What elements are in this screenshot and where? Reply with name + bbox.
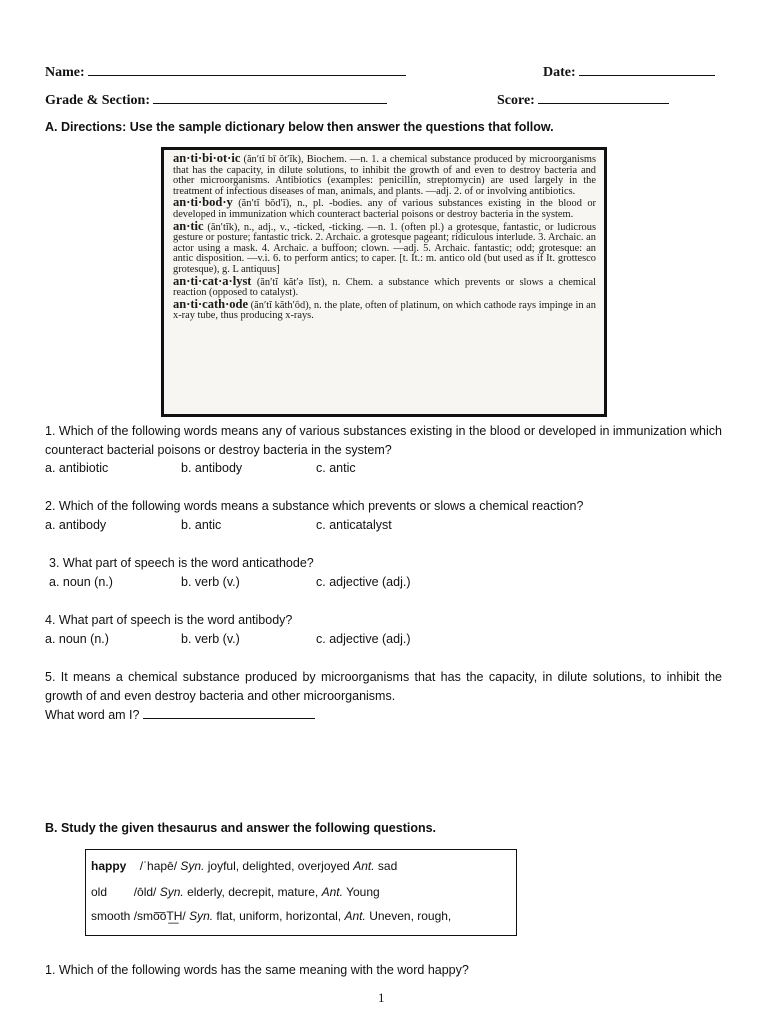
question-3-options xyxy=(49,573,722,592)
thesaurus-entry xyxy=(91,859,397,873)
dictionary-entry xyxy=(173,218,596,276)
antonym-label: Ant. xyxy=(321,885,343,899)
score-input-line[interactable] xyxy=(538,91,669,104)
option-b[interactable]: b. antic xyxy=(181,518,222,532)
entry-headword: an·ti·cath·ode xyxy=(173,296,249,311)
grade-section-input-line[interactable] xyxy=(153,91,387,104)
option-a[interactable]: a. antibiotic xyxy=(45,461,109,475)
question-5-answer xyxy=(45,706,315,725)
question-4-options xyxy=(45,630,722,649)
question-4: 4. What part of speech is the word antibody? xyxy=(45,613,293,627)
antonyms: Uneven, rough, xyxy=(369,909,452,923)
thesaurus-word: smooth xyxy=(91,909,131,923)
question-2: 2. Which of the following words means a substance which prevents or slows a chemical reaction? xyxy=(45,499,584,513)
thesaurus-word: happy xyxy=(91,859,127,873)
question-1: 1. Which of the following words means any of various substances existing in the blood or developed in immunization which counteract bacterial poisons or destroy bacteria in the system? xyxy=(45,424,722,457)
name-field xyxy=(45,63,406,81)
section-b-directions: B. Study the given thesaurus and answer the following questions. xyxy=(45,821,437,835)
entry-definition: (ăn′tĭ bī ŏt′ĭk), Biochem. —n. 1. a chemical substance produced by microorganisms that has the capacity, in dilute solutions, to inhibit the growth of and even to destroy bacteria and other microorganisms. Antibiotics (examples: penicillin, streptomycin) are used largely in the treatment of infectious diseases of man, animals, and plants. —adj. 2. of or involving antibiotics. xyxy=(173,154,596,197)
synonym-label: Syn. xyxy=(189,909,214,923)
question-2-options xyxy=(45,516,722,535)
answer-prompt: What word am I? xyxy=(45,708,140,722)
question-3: 3. What part of speech is the word anticathode? xyxy=(49,556,314,570)
dictionary-entry xyxy=(173,197,596,220)
date-input-line[interactable] xyxy=(579,63,715,76)
option-c[interactable]: c. adjective (adj.) xyxy=(316,575,411,589)
question-1-options xyxy=(45,459,722,478)
synonyms: flat, uniform, horizontal, xyxy=(216,909,342,923)
entry-headword: an·tic xyxy=(173,218,204,233)
date-label: Date: xyxy=(543,65,576,80)
section-b-question-1: 1. Which of the following words has the same meaning with the word happy? xyxy=(45,963,469,977)
grade-section-label: Grade & Section: xyxy=(45,93,150,108)
antonyms: Young xyxy=(346,885,380,899)
section-a-directions: A. Directions: Use the sample dictionary below then answer the questions that follow. xyxy=(45,120,554,134)
thesaurus-box xyxy=(85,849,517,936)
option-c[interactable]: c. adjective (adj.) xyxy=(316,632,411,646)
name-input-line[interactable] xyxy=(88,63,406,76)
entry-definition: (ăn′tĭ kăth′ōd), n. the plate, often of platinum, on which cathode rays impinge in an x-ray tube, thus producing x-rays. xyxy=(173,299,596,322)
option-a[interactable]: a. noun (n.) xyxy=(49,575,113,589)
thesaurus-pronunciation: /smo͞oT͟H/ xyxy=(133,909,186,923)
antonym-label: Ant. xyxy=(353,859,375,873)
option-c[interactable]: c. anticatalyst xyxy=(316,518,392,532)
thesaurus-pronunciation: /ōld/ xyxy=(133,885,157,899)
date-field xyxy=(543,63,715,81)
option-b[interactable]: b. verb (v.) xyxy=(181,632,240,646)
grade-section-field xyxy=(45,91,387,109)
dictionary-excerpt xyxy=(161,147,607,417)
antonyms: sad xyxy=(377,859,398,873)
synonym-label: Syn. xyxy=(180,859,205,873)
page-number: 1 xyxy=(378,990,385,1005)
option-c[interactable]: c. antic xyxy=(316,461,356,475)
thesaurus-pronunciation: /ˈhapē/ xyxy=(139,859,178,873)
option-b[interactable]: b. antibody xyxy=(181,461,243,475)
thesaurus-entry xyxy=(91,885,380,899)
antonym-label: Ant. xyxy=(344,909,366,923)
thesaurus-word: old xyxy=(91,885,108,899)
answer-input-line[interactable] xyxy=(143,706,315,719)
option-a[interactable]: a. antibody xyxy=(45,518,107,532)
dictionary-entry xyxy=(173,296,596,322)
score-label: Score: xyxy=(497,93,535,108)
entry-definition: (ăn′tĭ bŏd′ĭ), n., pl. -bodies. any of various substances existing in the blood or developed in immunization which counteract bacterial poisons or destroy bacteria in the system. xyxy=(173,198,596,220)
question-5: 5. It means a chemical substance produced by microorganisms that has the capacity, in dilute solutions, to inhibit the growth of and even destroy bacteria and other microorganisms. xyxy=(45,670,722,703)
name-label: Name: xyxy=(45,65,85,80)
entry-definition: (ăn′tĭk), n., adj., v., -ticked, -ticking. —n. 1. (often pl.) a grotesque, fantastic, or ludicrous gesture or posture; fantastic trick. 2. Archaic. a grotesque pageant; ridiculous interlude. 3. Archaic. an actor using a mask. 4. Archaic. a buffoon; clown. —adj. 5. Archaic. fantastic; odd; grotesque: an antic disposition. —v.i. 6. to perform antics; to caper. [t. It.: m. antico old (but used as if It. grottesco grotesque), g. L antiquus] xyxy=(173,221,596,275)
synonym-label: Syn. xyxy=(159,885,184,899)
option-b[interactable]: b. verb (v.) xyxy=(181,575,240,589)
score-field xyxy=(497,91,669,109)
thesaurus-entry xyxy=(91,909,451,923)
entry-headword: an·ti·cat·a·lyst xyxy=(173,273,252,288)
entry-headword: an·ti·bod·y xyxy=(173,195,233,210)
dictionary-entry xyxy=(173,273,596,299)
option-a[interactable]: a. noun (n.) xyxy=(45,632,109,646)
dictionary-entry xyxy=(173,153,596,197)
synonyms: joyful, delighted, overjoyed xyxy=(207,859,350,873)
synonyms: elderly, decrepit, mature, xyxy=(187,885,319,899)
entry-definition: (ăn′tĭ kăt′ə lĭst), n. Chem. a substance which prevents or slows a chemical reaction (opposed to catalyst). xyxy=(173,276,596,299)
entry-headword: an·ti·bi·ot·ic xyxy=(173,151,241,165)
